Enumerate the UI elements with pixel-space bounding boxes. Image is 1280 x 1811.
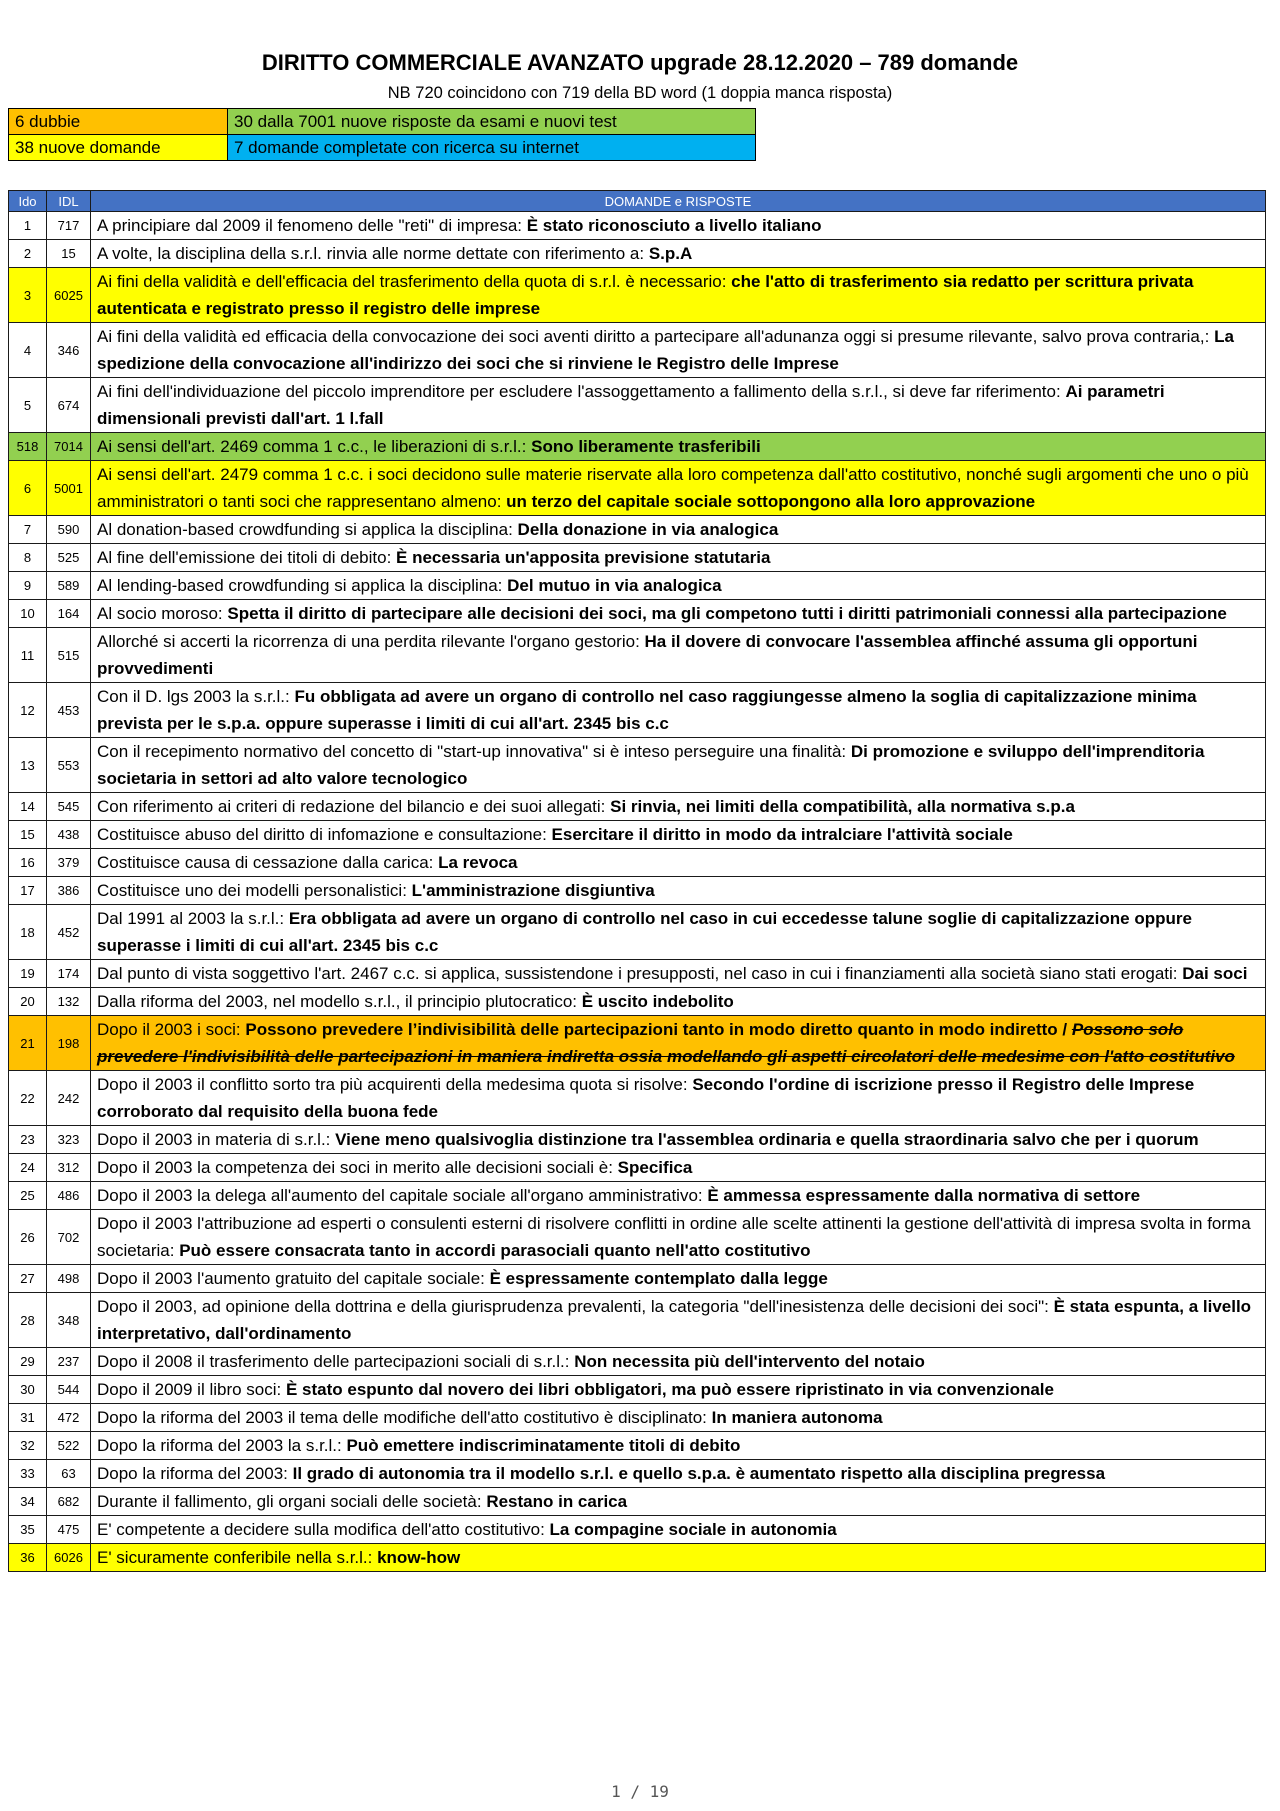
table-row: [9, 738, 1266, 793]
cell-question: [91, 960, 1266, 988]
table-row: [9, 1544, 1266, 1572]
cell-idl: 717: [47, 212, 91, 240]
table-row: [9, 849, 1266, 877]
question-text: Dal punto di vista soggettivo l'art. 2467 c.c. si applica, sussistendone i presupposti, nel caso in cui i finanziamenti alla società siano stati erogati:: [97, 964, 1183, 983]
cell-question: [91, 793, 1266, 821]
cell-ido: 31: [9, 1404, 47, 1432]
question-text: Ai fini dell'individuazione del piccolo imprenditore per escludere l'assoggettamento a fallimento della s.r.l., si deve far riferimento:: [97, 382, 1066, 401]
legend-table: [8, 108, 756, 161]
cell-ido: 34: [9, 1488, 47, 1516]
cell-question: [91, 849, 1266, 877]
cell-question: [91, 572, 1266, 600]
legend-doubtful: 6 dubbie: [9, 109, 228, 135]
cell-idl: 545: [47, 793, 91, 821]
cell-idl: 453: [47, 683, 91, 738]
question-text: Dopo il 2003 la competenza dei soci in merito alle decisioni sociali è:: [97, 1158, 618, 1177]
cell-ido: 21: [9, 1016, 47, 1071]
question-text: E' sicuramente conferibile nella s.r.l.:: [97, 1548, 378, 1567]
answer-text: La compagine sociale in autonomia: [549, 1520, 837, 1539]
cell-idl: 486: [47, 1182, 91, 1210]
cell-ido: 22: [9, 1071, 47, 1126]
table-header-row: [9, 191, 1266, 212]
cell-question: [91, 988, 1266, 1016]
cell-ido: 33: [9, 1460, 47, 1488]
answer-text: La revoca: [438, 853, 518, 872]
cell-ido: 9: [9, 572, 47, 600]
cell-idl: 438: [47, 821, 91, 849]
question-text: A volte, la disciplina della s.r.l. rinvia alle norme dettate con riferimento a:: [97, 244, 649, 263]
cell-question: [91, 905, 1266, 960]
cell-idl: 63: [47, 1460, 91, 1488]
cell-idl: 472: [47, 1404, 91, 1432]
question-text: Allorché si accerti la ricorrenza di una perdita rilevante l'organo gestorio:: [97, 632, 645, 651]
cell-ido: 23: [9, 1126, 47, 1154]
cell-ido: 29: [9, 1348, 47, 1376]
cell-idl: 525: [47, 544, 91, 572]
question-text: A principiare dal 2009 il fenomeno delle "reti" di impresa:: [97, 216, 527, 235]
table-row: [9, 960, 1266, 988]
answer-text: È stato espunto dal novero dei libri obbligatori, ma può essere ripristinato in via convenzionale: [285, 1380, 1054, 1399]
page-number: 1 / 19: [611, 1782, 669, 1801]
question-text: Dopo il 2009 il libro soci:: [97, 1380, 286, 1399]
cell-idl: 590: [47, 516, 91, 544]
legend-new-questions: 38 nuove domande: [9, 135, 228, 161]
header-idl: IDL: [47, 191, 91, 212]
table-row: [9, 378, 1266, 433]
cell-idl: 702: [47, 1210, 91, 1265]
table-row: [9, 1071, 1266, 1126]
cell-ido: 20: [9, 988, 47, 1016]
cell-ido: 35: [9, 1516, 47, 1544]
cell-ido: 518: [9, 433, 47, 461]
cell-ido: 4: [9, 323, 47, 378]
table-row: [9, 877, 1266, 905]
question-text: Costituisce uno dei modelli personalistici:: [97, 881, 412, 900]
legend-new-answers: 30 dalla 7001 nuove risposte da esami e nuovi test: [228, 109, 756, 135]
answer-text: È stato riconosciuto a livello italiano: [526, 216, 822, 235]
question-text: Al donation-based crowdfunding si applica la disciplina:: [97, 520, 518, 539]
question-text: Dopo il 2003 l'aumento gratuito del capitale sociale:: [97, 1269, 490, 1288]
legend-row: [9, 109, 756, 135]
cell-question: [91, 1265, 1266, 1293]
question-text: Con riferimento ai criteri di redazione del bilancio e dei suoi allegati:: [97, 797, 611, 816]
cell-ido: 18: [9, 905, 47, 960]
table-row: [9, 1210, 1266, 1265]
cell-idl: 5001: [47, 461, 91, 516]
cell-ido: 26: [9, 1210, 47, 1265]
table-row: [9, 821, 1266, 849]
table-row: [9, 1182, 1266, 1210]
table-row: [9, 461, 1266, 516]
cell-question: [91, 877, 1266, 905]
cell-question: [91, 1126, 1266, 1154]
table-row: [9, 905, 1266, 960]
cell-question: [91, 821, 1266, 849]
question-text: Al lending-based crowdfunding si applica la disciplina:: [97, 576, 508, 595]
cell-question: [91, 1432, 1266, 1460]
legend-completed: 7 domande completate con ricerca su internet: [228, 135, 756, 161]
cell-idl: 164: [47, 600, 91, 628]
answer-text: Può essere consacrata tanto in accordi parasociali quanto nell'atto costitutivo: [179, 1241, 811, 1260]
table-row: [9, 683, 1266, 738]
table-row: [9, 1376, 1266, 1404]
cell-ido: 10: [9, 600, 47, 628]
table-row: [9, 1265, 1266, 1293]
question-text: Con il recepimento normativo del concetto di "start-up innovativa" si è inteso perseguire una finalità:: [97, 742, 851, 761]
table-row: [9, 1016, 1266, 1071]
question-text: Con il D. lgs 2003 la s.r.l.:: [97, 687, 295, 706]
cell-ido: 25: [9, 1182, 47, 1210]
answer-text: S.p.A: [648, 244, 693, 263]
cell-idl: 6026: [47, 1544, 91, 1572]
cell-question: [91, 1293, 1266, 1348]
page-title: DIRITTO COMMERCIALE AVANZATO upgrade 28.12.2020 – 789 domande: [261, 50, 1019, 75]
cell-idl: 682: [47, 1488, 91, 1516]
cell-idl: 174: [47, 960, 91, 988]
cell-ido: 24: [9, 1154, 47, 1182]
cell-question: [91, 1210, 1266, 1265]
questions-table: [8, 190, 1266, 1572]
question-text: Dopo la riforma del 2003 il tema delle modifiche dell'atto costitutivo è disciplinato:: [97, 1408, 712, 1427]
cell-ido: 2: [9, 240, 47, 268]
table-row: [9, 600, 1266, 628]
answer-text: Esercitare il diritto in modo da intralciare l'attività sociale: [551, 825, 1013, 844]
table-row: [9, 988, 1266, 1016]
cell-idl: 348: [47, 1293, 91, 1348]
question-text: Ai fini della validità e dell'efficacia del trasferimento della quota di s.r.l. è necessario:: [97, 272, 732, 291]
question-text: Ai sensi dell'art. 2469 comma 1 c.c., le liberazioni di s.r.l.:: [97, 437, 532, 456]
table-row: [9, 1404, 1266, 1432]
cell-question: [91, 683, 1266, 738]
cell-idl: 475: [47, 1516, 91, 1544]
table-row: [9, 1348, 1266, 1376]
answer-text: Di promozione e sviluppo dell'imprenditoria societaria in settori ad alto valore tecnologico: [97, 742, 1205, 788]
answer-text: Era obbligata ad avere un organo di controllo nel caso in cui eccedesse talune soglie di capitalizzazione oppure superasse i limiti di cui all'art. 2345 bis c.c: [97, 909, 1192, 955]
cell-idl: 544: [47, 1376, 91, 1404]
cell-ido: 15: [9, 821, 47, 849]
cell-idl: 553: [47, 738, 91, 793]
question-text: Ai sensi dell'art. 2479 comma 1 c.c. i soci decidono sulle materie riservate alla loro competenza dall'atto costitutivo, nonché sugli argomenti che uno o più amministratori o tanti soci che rappresentano almeno:: [97, 465, 1249, 511]
question-text: Dalla riforma del 2003, nel modello s.r.l., il principio plutocratico:: [97, 992, 582, 1011]
cell-question: [91, 1154, 1266, 1182]
table-row: [9, 1460, 1266, 1488]
cell-idl: 452: [47, 905, 91, 960]
header-questions: DOMANDE e RISPOSTE: [91, 191, 1266, 212]
answer-text: Ha il dovere di convocare l'assemblea affinché assuma gli opportuni provvedimenti: [97, 632, 1198, 678]
cell-idl: 242: [47, 1071, 91, 1126]
cell-ido: 8: [9, 544, 47, 572]
cell-question: [91, 1016, 1266, 1071]
answer-text: Si rinvia, nei limiti della compatibilità, alla normativa s.p.a: [610, 797, 1075, 816]
cell-ido: 7: [9, 516, 47, 544]
question-text: Ai fini della validità ed efficacia della convocazione dei soci aventi diritto a partecipare all'adunanza oggi si presume rilevante, salvo prova contraria,:: [97, 327, 1215, 346]
answer-text: know-how: [377, 1548, 461, 1567]
cell-ido: 3: [9, 268, 47, 323]
cell-ido: 27: [9, 1265, 47, 1293]
table-row: [9, 1126, 1266, 1154]
cell-question: [91, 600, 1266, 628]
cell-ido: 36: [9, 1544, 47, 1572]
table-row: [9, 1488, 1266, 1516]
table-row: [9, 212, 1266, 240]
answer-text: che l'atto di trasferimento sia redatto per scrittura privata autenticata e registrato presso il registro delle imprese: [97, 272, 1194, 318]
cell-ido: 16: [9, 849, 47, 877]
cell-ido: 13: [9, 738, 47, 793]
answer-text: Ai parametri dimensionali previsti dall'art. 1 l.fall: [97, 382, 1165, 428]
table-row: [9, 1154, 1266, 1182]
legend-row: [9, 135, 756, 161]
answer-text: Specifica: [617, 1158, 693, 1177]
cell-idl: 7014: [47, 433, 91, 461]
table-row: [9, 1293, 1266, 1348]
cell-idl: 346: [47, 323, 91, 378]
answer-text: È espressamente contemplato dalla legge: [489, 1269, 828, 1288]
table-row: [9, 572, 1266, 600]
cell-question: [91, 516, 1266, 544]
cell-idl: 132: [47, 988, 91, 1016]
table-row: [9, 268, 1266, 323]
cell-idl: 379: [47, 849, 91, 877]
answer-text: Fu obbligata ad avere un organo di controllo nel caso raggiungesse almeno la soglia di capitalizzazione minima prevista per le s.p.a. oppure superasse i limiti di cui all'art. 2345 bis c.c: [97, 687, 1197, 733]
cell-ido: 32: [9, 1432, 47, 1460]
cell-question: [91, 1488, 1266, 1516]
answer-text: Del mutuo in via analogica: [507, 576, 722, 595]
question-text: Dopo il 2003 in materia di s.r.l.:: [97, 1130, 336, 1149]
cell-idl: 237: [47, 1348, 91, 1376]
cell-question: [91, 1071, 1266, 1126]
question-text: Dopo la riforma del 2003:: [97, 1464, 293, 1483]
cell-idl: 312: [47, 1154, 91, 1182]
cell-ido: 1: [9, 212, 47, 240]
cell-ido: 19: [9, 960, 47, 988]
header-ido: Ido: [9, 191, 47, 212]
cell-ido: 5: [9, 378, 47, 433]
cell-idl: 6025: [47, 268, 91, 323]
table-row: [9, 433, 1266, 461]
cell-question: [91, 461, 1266, 516]
table-row: [9, 323, 1266, 378]
cell-question: [91, 1182, 1266, 1210]
cell-idl: 522: [47, 1432, 91, 1460]
cell-idl: 589: [47, 572, 91, 600]
cell-idl: 515: [47, 628, 91, 683]
cell-ido: 14: [9, 793, 47, 821]
question-text: Costituisce causa di cessazione dalla carica:: [97, 853, 439, 872]
answer-text: È uscito indebolito: [581, 992, 734, 1011]
answer-text: Della donazione in via analogica: [517, 520, 779, 539]
cell-question: [91, 738, 1266, 793]
cell-question: [91, 1544, 1266, 1572]
answer-text: Può emettere indiscriminatamente titoli di debito: [346, 1436, 741, 1455]
answer-text: La spedizione della convocazione all'indirizzo dei soci che si rinviene le Registro delle Imprese: [97, 327, 1234, 373]
cell-ido: 11: [9, 628, 47, 683]
cell-question: [91, 240, 1266, 268]
question-text: Dopo la riforma del 2003 la s.r.l.:: [97, 1436, 347, 1455]
cell-question: [91, 1460, 1266, 1488]
cell-ido: 28: [9, 1293, 47, 1348]
answer-text: In maniera autonoma: [711, 1408, 883, 1427]
cell-idl: 386: [47, 877, 91, 905]
question-text: Dopo il 2003 i soci:: [97, 1020, 246, 1039]
question-text: Dopo il 2008 il trasferimento delle partecipazioni sociali di s.r.l.:: [97, 1352, 575, 1371]
question-text: Dopo il 2003 l'attribuzione ad esperti o consulenti esterni di risolvere conflitti in ordine alle scelte attinenti la gestione dell'attività di impresa svolta in forma societaria:: [97, 1214, 1251, 1260]
cell-question: [91, 1404, 1266, 1432]
question-text: Dal 1991 al 2003 la s.r.l.:: [97, 909, 289, 928]
question-text: Al socio moroso:: [97, 604, 228, 623]
cell-question: [91, 1516, 1266, 1544]
answer-text: Viene meno qualsivoglia distinzione tra l'assemblea ordinaria e quella straordinaria salvo che per i quorum: [335, 1130, 1199, 1149]
cell-question: [91, 1348, 1266, 1376]
struck-answer-text: Possono solo prevedere l'indivisibilità delle partecipazioni in maniera indiretta ossia modellando gli aspetti circolatori delle medesime con l'atto costitutivo: [97, 1020, 1235, 1066]
cell-idl: 15: [47, 240, 91, 268]
cell-ido: 6: [9, 461, 47, 516]
answer-text: un terzo del capitale sociale sottopongono alla loro approvazione: [506, 492, 1036, 511]
table-row: [9, 793, 1266, 821]
answer-text: Spetta il diritto di partecipare alle decisioni dei soci, ma gli competono tutti i diritti patrimoniali connessi alla partecipazione: [227, 604, 1227, 623]
cell-question: [91, 433, 1266, 461]
cell-question: [91, 212, 1266, 240]
cell-question: [91, 1376, 1266, 1404]
answer-text: Possono prevedere l’indivisibilità delle partecipazioni tanto in modo diretto quanto in modo indiretto /: [245, 1020, 1072, 1039]
table-row: [9, 1432, 1266, 1460]
answer-text: Secondo l'ordine di iscrizione presso il Registro delle Imprese corroborato dal requisito della buona fede: [97, 1075, 1195, 1121]
table-body: [9, 212, 1266, 1572]
cell-question: [91, 544, 1266, 572]
cell-idl: 498: [47, 1265, 91, 1293]
question-text: Durante il fallimento, gli organi sociali delle società:: [97, 1492, 487, 1511]
answer-text: È necessaria un'apposita previsione statutaria: [396, 548, 771, 567]
cell-idl: 323: [47, 1126, 91, 1154]
cell-question: [91, 628, 1266, 683]
table-row: [9, 1516, 1266, 1544]
cell-idl: 674: [47, 378, 91, 433]
answer-text: Restano in carica: [486, 1492, 628, 1511]
question-text: E' competente a decidere sulla modifica dell'atto costitutivo:: [97, 1520, 550, 1539]
cell-question: [91, 378, 1266, 433]
table-row: [9, 516, 1266, 544]
question-text: Dopo il 2003, ad opinione della dottrina e della giurisprudenza prevalenti, la categoria "dell'inesistenza delle decisioni dei soci":: [97, 1297, 1054, 1316]
question-text: Costituisce abuso del diritto di infomazione e consultazione:: [97, 825, 552, 844]
question-text: Dopo il 2003 il conflitto sorto tra più acquirenti della medesima quota si risolve:: [97, 1075, 693, 1094]
page-subtitle: NB 720 coincidono con 719 della BD word (1 doppia manca risposta): [387, 84, 893, 102]
answer-text: Dai soci: [1182, 964, 1248, 983]
table-row: [9, 544, 1266, 572]
answer-text: È stata espunta, a livello interpretativo, dall'ordinamento: [97, 1297, 1252, 1343]
cell-question: [91, 268, 1266, 323]
table-row: [9, 240, 1266, 268]
cell-ido: 30: [9, 1376, 47, 1404]
answer-text: Il grado di autonomia tra il modello s.r.l. e quello s.p.a. è aumentato rispetto alla disciplina pregressa: [292, 1464, 1106, 1483]
cell-question: [91, 323, 1266, 378]
answer-text: È ammessa espressamente dalla normativa di settore: [707, 1186, 1141, 1205]
answer-text: Non necessita più dell'intervento del notaio: [574, 1352, 925, 1371]
question-text: Dopo il 2003 la delega all'aumento del capitale sociale all'organo amministrativo:: [97, 1186, 708, 1205]
question-text: Al fine dell'emissione dei titoli di debito:: [97, 548, 397, 567]
answer-text: L'amministrazione disgiuntiva: [411, 881, 655, 900]
table-row: [9, 628, 1266, 683]
cell-idl: 198: [47, 1016, 91, 1071]
answer-text: Sono liberamente trasferibili: [531, 437, 761, 456]
cell-ido: 12: [9, 683, 47, 738]
cell-ido: 17: [9, 877, 47, 905]
